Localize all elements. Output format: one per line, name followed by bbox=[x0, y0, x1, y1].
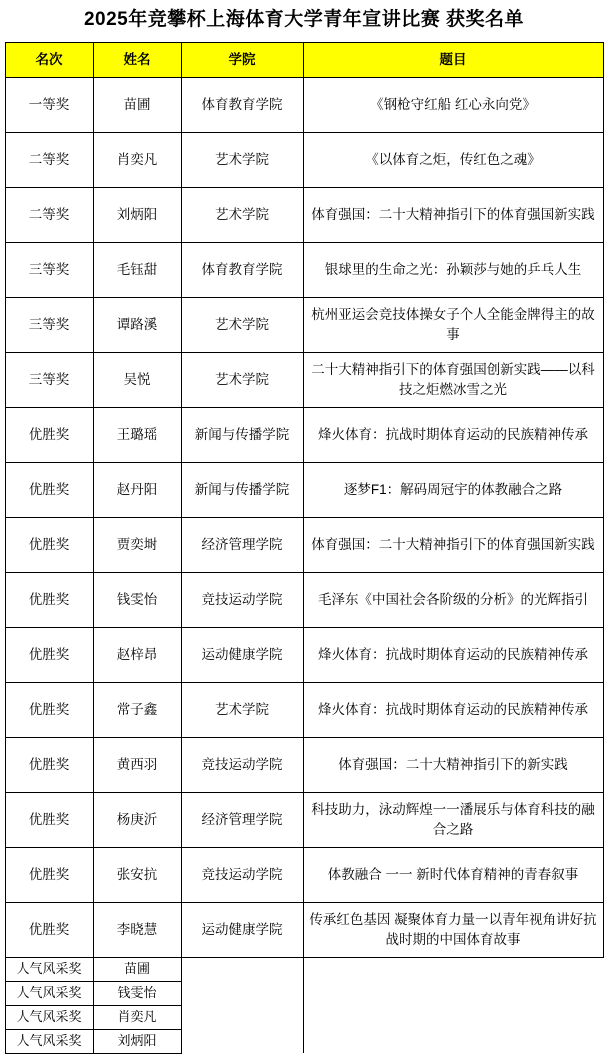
cell-rank: 三等奖 bbox=[5, 242, 93, 297]
column-header-college: 学院 bbox=[181, 42, 303, 77]
table-body bbox=[5, 77, 603, 1053]
table-row bbox=[5, 77, 603, 132]
cell-rank: 优胜奖 bbox=[5, 462, 93, 517]
cell-name: 杨庚沂 bbox=[93, 792, 181, 847]
table-header bbox=[5, 42, 603, 77]
column-header-name: 姓名 bbox=[93, 42, 181, 77]
cell-topic: 银球里的生命之光：孙颖莎与她的乒乓人生 bbox=[303, 242, 603, 297]
cell-college-empty bbox=[181, 981, 303, 1005]
table-row bbox=[5, 627, 603, 682]
cell-topic: 二十大精神指引下的体育强国创新实践——以科技之炬燃冰雪之光 bbox=[303, 352, 603, 407]
table-row bbox=[5, 1005, 603, 1029]
cell-name: 刘炳阳 bbox=[93, 1029, 181, 1053]
table-row bbox=[5, 792, 603, 847]
cell-rank: 人气风采奖 bbox=[5, 981, 93, 1005]
cell-name: 常子鑫 bbox=[93, 682, 181, 737]
cell-topic: 杭州亚运会竞技体操女子个人全能金牌得主的故事 bbox=[303, 297, 603, 352]
table-header-row bbox=[5, 42, 603, 77]
cell-name: 钱雯怡 bbox=[93, 572, 181, 627]
cell-college: 运动健康学院 bbox=[181, 902, 303, 957]
cell-name: 苗圃 bbox=[93, 957, 181, 981]
table-row bbox=[5, 297, 603, 352]
table-row bbox=[5, 957, 603, 981]
table-row bbox=[5, 132, 603, 187]
cell-college: 运动健康学院 bbox=[181, 627, 303, 682]
cell-rank: 一等奖 bbox=[5, 77, 93, 132]
award-list-table bbox=[5, 42, 604, 1054]
cell-name: 王璐瑶 bbox=[93, 407, 181, 462]
cell-topic: 烽火体育：抗战时期体育运动的民族精神传承 bbox=[303, 627, 603, 682]
cell-college: 艺术学院 bbox=[181, 682, 303, 737]
table-row bbox=[5, 682, 603, 737]
table-row bbox=[5, 847, 603, 902]
cell-name: 贾奕埘 bbox=[93, 517, 181, 572]
table-row bbox=[5, 737, 603, 792]
cell-topic: 体育强国：二十大精神指引下的体育强国新实践 bbox=[303, 187, 603, 242]
cell-name: 肖奕凡 bbox=[93, 1005, 181, 1029]
cell-name: 黄西羽 bbox=[93, 737, 181, 792]
cell-rank: 优胜奖 bbox=[5, 902, 93, 957]
page-title: 2025年竞攀杯上海体育大学青年宣讲比赛 获奖名单 bbox=[83, 9, 525, 30]
cell-topic: 体育强国：二十大精神指引下的体育强国新实践 bbox=[303, 517, 603, 572]
cell-rank: 优胜奖 bbox=[5, 407, 93, 462]
cell-college: 体育教育学院 bbox=[181, 77, 303, 132]
cell-college: 竞技运动学院 bbox=[181, 847, 303, 902]
cell-topic: 体育强国：二十大精神指引下的新实践 bbox=[303, 737, 603, 792]
cell-topic-empty bbox=[303, 1029, 603, 1053]
cell-college: 艺术学院 bbox=[181, 187, 303, 242]
cell-name: 张安抗 bbox=[93, 847, 181, 902]
cell-topic: 传承红色基因 凝聚体育力量一以青年视角讲好抗战时期的中国体育故事 bbox=[303, 902, 603, 957]
table-row bbox=[5, 407, 603, 462]
cell-name: 赵丹阳 bbox=[93, 462, 181, 517]
cell-rank: 优胜奖 bbox=[5, 737, 93, 792]
cell-rank: 优胜奖 bbox=[5, 572, 93, 627]
cell-rank: 人气风采奖 bbox=[5, 1029, 93, 1053]
cell-college: 竞技运动学院 bbox=[181, 737, 303, 792]
cell-college: 艺术学院 bbox=[181, 352, 303, 407]
cell-rank: 优胜奖 bbox=[5, 517, 93, 572]
cell-rank: 三等奖 bbox=[5, 297, 93, 352]
cell-topic-empty bbox=[303, 981, 603, 1005]
table-row bbox=[5, 1029, 603, 1053]
cell-college: 新闻与传播学院 bbox=[181, 407, 303, 462]
cell-topic-empty bbox=[303, 1005, 603, 1029]
table-row bbox=[5, 572, 603, 627]
cell-rank: 优胜奖 bbox=[5, 792, 93, 847]
cell-name: 谭路溪 bbox=[93, 297, 181, 352]
cell-college-empty bbox=[181, 957, 303, 981]
table-row bbox=[5, 462, 603, 517]
column-header-rank: 名次 bbox=[5, 42, 93, 77]
table-row bbox=[5, 902, 603, 957]
cell-college: 竞技运动学院 bbox=[181, 572, 303, 627]
cell-college: 艺术学院 bbox=[181, 132, 303, 187]
cell-topic: 烽火体育：抗战时期体育运动的民族精神传承 bbox=[303, 682, 603, 737]
cell-name: 肖奕凡 bbox=[93, 132, 181, 187]
cell-rank: 三等奖 bbox=[5, 352, 93, 407]
cell-rank: 优胜奖 bbox=[5, 847, 93, 902]
cell-rank: 优胜奖 bbox=[5, 682, 93, 737]
cell-topic-empty bbox=[303, 957, 603, 981]
cell-topic: 科技助力，泳动辉煌一一潘展乐与体育科技的融合之路 bbox=[303, 792, 603, 847]
cell-topic: 毛泽东《中国社会各阶级的分析》的光辉指引 bbox=[303, 572, 603, 627]
table-row bbox=[5, 981, 603, 1005]
table-row bbox=[5, 187, 603, 242]
cell-topic: 体教融合 一一 新时代体育精神的青春叙事 bbox=[303, 847, 603, 902]
cell-name: 李晓慧 bbox=[93, 902, 181, 957]
cell-rank: 二等奖 bbox=[5, 187, 93, 242]
table-row bbox=[5, 517, 603, 572]
cell-college: 体育教育学院 bbox=[181, 242, 303, 297]
cell-college: 经济管理学院 bbox=[181, 517, 303, 572]
table-row bbox=[5, 352, 603, 407]
table-row bbox=[5, 242, 603, 297]
cell-topic: 逐梦F1：解码周冠宇的体教融合之路 bbox=[303, 462, 603, 517]
cell-topic: 烽火体育：抗战时期体育运动的民族精神传承 bbox=[303, 407, 603, 462]
cell-name: 钱雯怡 bbox=[93, 981, 181, 1005]
cell-rank: 人气风采奖 bbox=[5, 957, 93, 981]
cell-college-empty bbox=[181, 1005, 303, 1029]
cell-topic: 《钢枪守红船 红心永向党》 bbox=[303, 77, 603, 132]
cell-rank: 二等奖 bbox=[5, 132, 93, 187]
cell-name: 赵梓昂 bbox=[93, 627, 181, 682]
cell-name: 刘炳阳 bbox=[93, 187, 181, 242]
column-header-topic: 题目 bbox=[303, 42, 603, 77]
cell-name: 吴悦 bbox=[93, 352, 181, 407]
cell-college: 新闻与传播学院 bbox=[181, 462, 303, 517]
cell-college: 艺术学院 bbox=[181, 297, 303, 352]
cell-name: 毛钰甜 bbox=[93, 242, 181, 297]
cell-college-empty bbox=[181, 1029, 303, 1053]
cell-rank: 优胜奖 bbox=[5, 627, 93, 682]
cell-college: 经济管理学院 bbox=[181, 792, 303, 847]
cell-topic: 《以体育之炬，传红色之魂》 bbox=[303, 132, 603, 187]
cell-name: 苗圃 bbox=[93, 77, 181, 132]
cell-rank: 人气风采奖 bbox=[5, 1005, 93, 1029]
